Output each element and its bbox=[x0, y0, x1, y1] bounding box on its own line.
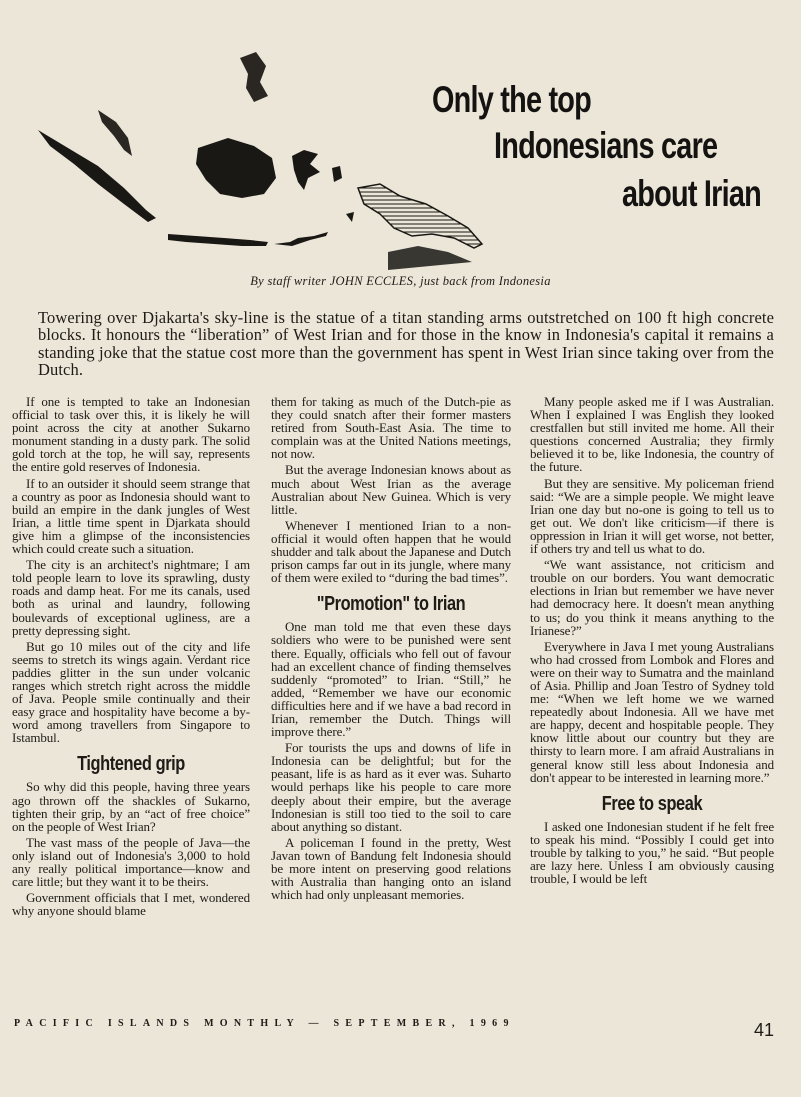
paragraph: I asked one Indonesian student if he felt free to speak his mind. “Possibly I could get into trouble by talking to you,” he said. “But people are lazy here. Unless I am obviously causing trouble, I would be left bbox=[530, 818, 774, 887]
lesser-sundas-shape bbox=[274, 232, 328, 246]
borneo-shape bbox=[196, 138, 276, 198]
paragraph: The city is an architect's nightmare; I am told people learn to love its sprawling, dusty roads and damp heat. For me its canals, used both as urinal and laundry, following boulevards of exceptional ugliness, are a pretty depressing sight. bbox=[12, 557, 250, 638]
subheading-tightened-grip: Tightened grip bbox=[77, 753, 185, 776]
moluccas-shape bbox=[332, 166, 354, 222]
paragraph: Many people asked me if I was Australian. When I explained I was English they looked crestfallen but still invited me home. All their questions concerned Australia; they firmly believed it to be, like Indonesia, the country of the future. bbox=[530, 394, 774, 475]
paragraph: If one is tempted to take an Indonesian official to task over this, it is likely he will point across the city at another Sukarno monument standing in a dusty park. The solid gold torch at the top, he will say, represents the entire gold reserves of Indonesia. bbox=[12, 394, 250, 475]
subheading-free-to-speak: Free to speak bbox=[601, 792, 703, 815]
malaya-shape bbox=[98, 110, 132, 156]
column-3 bbox=[530, 395, 774, 888]
australia-coast-shape bbox=[388, 246, 472, 270]
paragraph: A policeman I found in the pretty, West Javan town of Bandung felt Indonesia should be more intent on preserving good relations with Australia than hanging onto an island which had only unpleasant memories. bbox=[271, 834, 511, 903]
column-2 bbox=[271, 395, 511, 904]
paragraph: Everywhere in Java I met young Australians who had crossed from Lombok and Flores and were on their way to Sumatra and the mainland of Asia. Phillip and Joan Testro of Sydney told me: “When we left home we we warned repeatedly about Indonesia. All we have met are happy, decent and hospitable people. They know little about our country but they are thirsty to learn more. I am afraid Australians in general know still less about Indonesia and don't appear to be interested in learning more.” bbox=[530, 638, 774, 785]
indonesia-map-icon bbox=[28, 38, 498, 270]
paragraph: For tourists the ups and downs of life in Indonesia can be delightful; but for the peasant, life is as hard as it ever was. Suharto would perhaps like his people to care more deeply about their empire, but the average Indonesian is still too tied to the soil to care about anything so distant. bbox=[271, 740, 511, 834]
java-shape bbox=[168, 234, 268, 246]
column-1 bbox=[12, 395, 250, 920]
running-footer: PACIFIC ISLANDS MONTHLY — SEPTEMBER, 1969 bbox=[14, 1018, 515, 1029]
article-title-line1: Only the top bbox=[432, 79, 591, 120]
paragraph: If to an outsider it should seem strange that a country as poor as Indonesia should want to build an empire in the dank jungles of West Irian, a little time spent in Djarkata should give him a glimpse of the inconsistencies which could create such a situation. bbox=[12, 475, 250, 557]
paragraph: them for taking as much of the Dutch-pie as they could snatch after their former masters retired from South-East Asia. The time to complain was at the United Nations meetings, not now. bbox=[271, 394, 511, 462]
paragraph: Whenever I mentioned Irian to a non-official it would often happen that he would shudder and talk about the Japanese and Dutch prison camps far out in its jungle, where many of them were exiled to “during the bad times”. bbox=[271, 517, 511, 586]
paragraph: But they are sensitive. My policeman friend said: “We are a simple people. We might leave Irian one day but no-one is going to tell us to get out. We don't like criticism—if there is oppression in Irian it will get worse, not better, if others try and tell us what to do. bbox=[530, 475, 774, 557]
intro-paragraph: Towering over Djakarta's sky-line is the statue of a titan standing arms outstretched on 100 ft high concrete blocks. It honours the “liberation” of West Irian and for those in the know in Indonesia's capital it remains a standing joke that the statue cost more than the government has spent in West Irian since taking over from the Dutch. bbox=[38, 308, 774, 380]
philippines-shape bbox=[240, 52, 268, 102]
paragraph: But go 10 miles out of the city and life seems to stretch its wings again. Verdant rice paddies glitter in the sun under volcanic ranges which stretch right across the middle of Java. People smile continually and their easy grace and hospitality have become a by-word among travellers from Singapore to Istambul. bbox=[12, 638, 250, 746]
paragraph: But the average Indonesian knows about as much about West Irian as the average Australian about New Guinea. Which is very little. bbox=[271, 462, 511, 517]
paragraph: One man told me that even these days soldiers who were to be punished were sent there. Equally, officials who fell out of favour had an excellent chance of finding themselves suddenly “promoted” to Irian. “Still,” he added, “Remember we have our economic difficulties here and if we have a bad record in Irian, remember the Dutch. Things will improve there.” bbox=[271, 619, 511, 740]
article-title-line3: about Irian bbox=[622, 173, 761, 214]
paragraph: Government officials that I met, wondered why anyone should blame bbox=[12, 890, 250, 919]
paragraph: The vast mass of the people of Java—the only island out of Indonesia's 3,000 to hold any really political importance—know and care little; but they want it to be theirs. bbox=[12, 834, 250, 890]
article-title-line2: Indonesians care bbox=[494, 125, 718, 166]
paragraph: “We want assistance, not criticism and trouble on our borders. You want democratic elections in Irian but remember we have never had democracy here. It doesn't mean anything to us; do you think it means anything to the Irianese?” bbox=[530, 557, 774, 638]
sulawesi-shape bbox=[292, 150, 320, 190]
byline: By staff writer JOHN ECCLES, just back from Indonesia bbox=[250, 274, 551, 288]
subheading-promotion: "Promotion" to Irian bbox=[316, 593, 466, 616]
new-guinea-shape bbox=[358, 184, 482, 248]
sumatra-shape bbox=[38, 130, 156, 222]
paragraph: So why did this people, having three years ago thrown off the shackles of Sukarno, tighten their grip, by an “act of free choice” on the people of West Irian? bbox=[12, 779, 250, 834]
page-number: 41 bbox=[754, 1020, 775, 1040]
